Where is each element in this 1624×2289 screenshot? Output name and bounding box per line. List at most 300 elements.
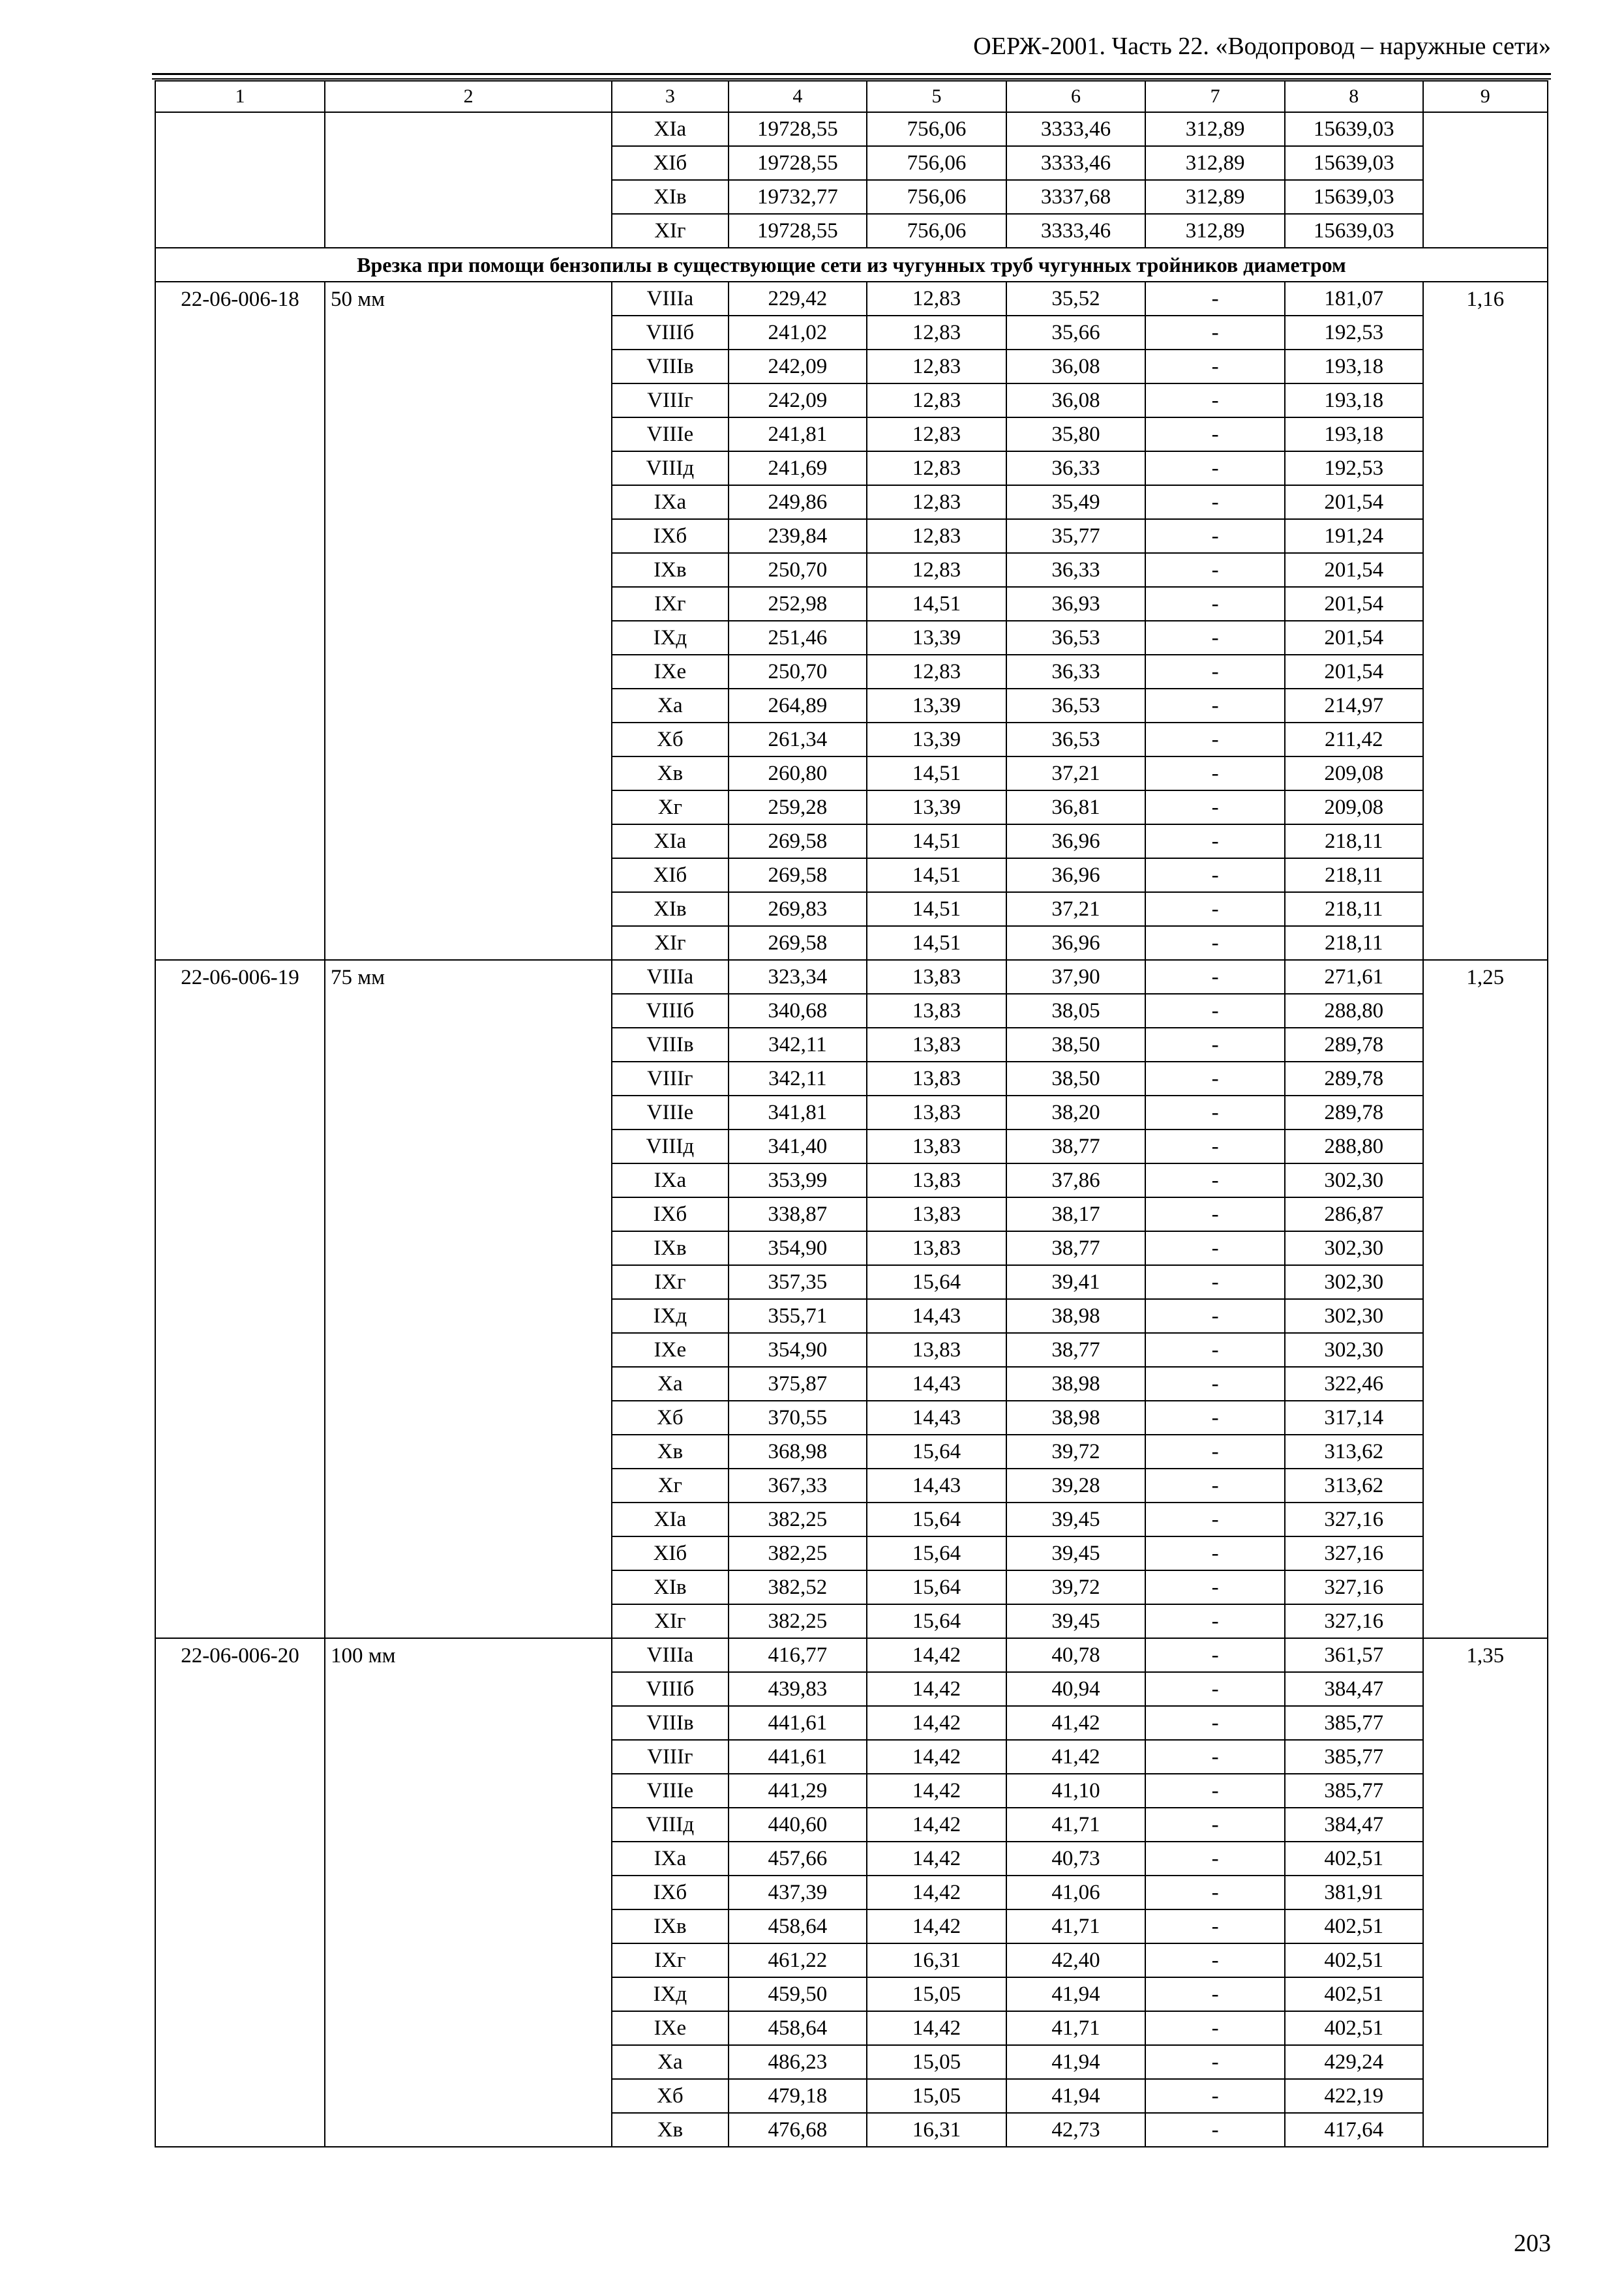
value-cell: VIIIг [612, 383, 728, 417]
coefficient: 1,25 [1423, 960, 1548, 1638]
value-cell: 201,54 [1285, 485, 1423, 519]
value-cell: 38,77 [1006, 1130, 1146, 1163]
value-cell: Xa [612, 1367, 728, 1401]
value-cell: 15,64 [867, 1570, 1006, 1604]
value-cell: 36,96 [1006, 824, 1146, 858]
value-cell: 35,77 [1006, 519, 1146, 553]
value-cell: 14,42 [867, 1638, 1006, 1672]
diameter-label: 50 мм [325, 282, 612, 960]
value-cell: 437,39 [729, 1876, 867, 1909]
value-cell: 14,43 [867, 1299, 1006, 1333]
value-cell: 37,86 [1006, 1163, 1146, 1197]
value-cell: 16,31 [867, 2113, 1006, 2147]
value-cell: Xa [612, 2045, 728, 2079]
value-cell: 13,83 [867, 1096, 1006, 1130]
value-cell: 38,50 [1006, 1028, 1146, 1062]
diameter-label: 75 мм [325, 960, 612, 1638]
value-cell: IXг [612, 1265, 728, 1299]
column-number-row [155, 81, 1548, 112]
value-cell: 323,34 [729, 960, 867, 994]
column-number-cell: 8 [1285, 81, 1423, 112]
value-cell: 313,62 [1285, 1469, 1423, 1503]
value-cell: - [1145, 960, 1285, 994]
value-cell: 41,71 [1006, 2011, 1146, 2045]
value-cell: IXв [612, 553, 728, 587]
value-cell: 322,46 [1285, 1367, 1423, 1401]
value-cell: 250,70 [729, 655, 867, 689]
value-cell: XIв [612, 180, 728, 214]
value-cell: 476,68 [729, 2113, 867, 2147]
column-number-cell: 5 [867, 81, 1006, 112]
value-cell: 201,54 [1285, 655, 1423, 689]
value-cell: 264,89 [729, 689, 867, 723]
value-cell: - [1145, 1163, 1285, 1197]
value-cell: 38,05 [1006, 994, 1146, 1028]
value-cell: - [1145, 350, 1285, 383]
value-cell: VIIIб [612, 1672, 728, 1706]
value-cell: VIIIб [612, 994, 728, 1028]
value-cell: 15639,03 [1285, 180, 1423, 214]
value-cell: IXa [612, 1842, 728, 1876]
value-cell: - [1145, 689, 1285, 723]
value-cell: 402,51 [1285, 1842, 1423, 1876]
value-cell: 259,28 [729, 790, 867, 824]
rate-code: 22-06-006-19 [155, 960, 325, 1638]
value-cell: 756,06 [867, 180, 1006, 214]
value-cell: 14,51 [867, 892, 1006, 926]
value-cell: 36,81 [1006, 790, 1146, 824]
value-cell: - [1145, 1265, 1285, 1299]
value-cell: 241,81 [729, 417, 867, 451]
value-cell: VIIIг [612, 1740, 728, 1774]
value-cell: 13,39 [867, 723, 1006, 756]
value-cell: - [1145, 2113, 1285, 2147]
coefficient: 1,35 [1423, 1638, 1548, 2147]
value-cell: 19732,77 [729, 180, 867, 214]
value-cell: - [1145, 1842, 1285, 1876]
value-cell: 15,64 [867, 1536, 1006, 1570]
value-cell: 37,21 [1006, 756, 1146, 790]
value-cell: 15639,03 [1285, 146, 1423, 180]
value-cell: 38,50 [1006, 1062, 1146, 1096]
value-cell: 402,51 [1285, 1977, 1423, 2011]
value-cell: - [1145, 994, 1285, 1028]
value-cell: 13,83 [867, 960, 1006, 994]
value-cell: - [1145, 1876, 1285, 1909]
value-cell: XIб [612, 1536, 728, 1570]
value-cell: 354,90 [729, 1333, 867, 1367]
value-cell: 289,78 [1285, 1028, 1423, 1062]
value-cell: 382,25 [729, 1536, 867, 1570]
value-cell: 36,53 [1006, 723, 1146, 756]
value-cell: - [1145, 1503, 1285, 1536]
value-cell: - [1145, 383, 1285, 417]
value-cell: 269,58 [729, 824, 867, 858]
value-cell: 36,33 [1006, 451, 1146, 485]
diameter-cell [325, 112, 612, 248]
value-cell: 16,31 [867, 1943, 1006, 1977]
value-cell: 3337,68 [1006, 180, 1146, 214]
value-cell: - [1145, 2079, 1285, 2113]
value-cell: 338,87 [729, 1197, 867, 1231]
rates-table [155, 80, 1548, 2147]
value-cell: XIб [612, 858, 728, 892]
value-cell: 317,14 [1285, 1401, 1423, 1435]
value-cell: 251,46 [729, 621, 867, 655]
value-cell: 36,33 [1006, 553, 1146, 587]
value-cell: 209,08 [1285, 790, 1423, 824]
section-heading: Врезка при помощи бензопилы в существующие сети из чугунных труб чугунных тройников диаметром [155, 248, 1548, 282]
value-cell: 13,83 [867, 1333, 1006, 1367]
value-cell: 36,93 [1006, 587, 1146, 621]
value-cell: 302,30 [1285, 1231, 1423, 1265]
value-cell: 41,71 [1006, 1909, 1146, 1943]
value-cell: Xв [612, 2113, 728, 2147]
value-cell: - [1145, 655, 1285, 689]
value-cell: 40,78 [1006, 1638, 1146, 1672]
rate-code: 22-06-006-18 [155, 282, 325, 960]
value-cell: IXг [612, 587, 728, 621]
value-cell: 14,42 [867, 1909, 1006, 1943]
value-cell: IXв [612, 1909, 728, 1943]
value-cell: IXe [612, 655, 728, 689]
value-cell: 35,52 [1006, 282, 1146, 316]
value-cell: 193,18 [1285, 350, 1423, 383]
value-cell: 41,94 [1006, 2079, 1146, 2113]
value-cell: 15,64 [867, 1435, 1006, 1469]
value-cell: - [1145, 553, 1285, 587]
value-cell: 19728,55 [729, 214, 867, 248]
value-cell: - [1145, 756, 1285, 790]
value-cell: - [1145, 1570, 1285, 1604]
value-cell: XIa [612, 112, 728, 146]
page-number: 203 [1514, 2230, 1551, 2257]
value-cell: 12,83 [867, 485, 1006, 519]
value-cell: - [1145, 1299, 1285, 1333]
value-cell: 327,16 [1285, 1570, 1423, 1604]
value-cell: 340,68 [729, 994, 867, 1028]
value-cell: 41,06 [1006, 1876, 1146, 1909]
value-cell: 12,83 [867, 451, 1006, 485]
value-cell: 417,64 [1285, 2113, 1423, 2147]
column-number-cell: 3 [612, 81, 728, 112]
value-cell: 14,42 [867, 2011, 1006, 2045]
value-cell: 261,34 [729, 723, 867, 756]
value-cell: 13,83 [867, 1231, 1006, 1265]
value-cell: 361,57 [1285, 1638, 1423, 1672]
value-cell: 14,42 [867, 1706, 1006, 1740]
value-cell: 14,42 [867, 1774, 1006, 1808]
value-cell: 13,83 [867, 1062, 1006, 1096]
value-cell: 312,89 [1145, 180, 1285, 214]
column-number-cell: 1 [155, 81, 325, 112]
value-cell: 218,11 [1285, 926, 1423, 960]
value-cell: 289,78 [1285, 1062, 1423, 1096]
value-cell: 14,42 [867, 1808, 1006, 1842]
value-cell: 40,94 [1006, 1672, 1146, 1706]
value-cell: IXд [612, 1977, 728, 2011]
value-cell: 342,11 [729, 1028, 867, 1062]
value-cell: 13,83 [867, 1028, 1006, 1062]
value-cell: 756,06 [867, 112, 1006, 146]
value-cell: VIIIв [612, 1706, 728, 1740]
value-cell: - [1145, 1367, 1285, 1401]
value-cell: 13,39 [867, 689, 1006, 723]
value-cell: VIIIe [612, 1096, 728, 1130]
value-cell: 242,09 [729, 383, 867, 417]
value-cell: - [1145, 2011, 1285, 2045]
value-cell: - [1145, 2045, 1285, 2079]
value-cell: - [1145, 858, 1285, 892]
value-cell: 38,98 [1006, 1401, 1146, 1435]
value-cell: 242,09 [729, 350, 867, 383]
value-cell: 249,86 [729, 485, 867, 519]
value-cell: - [1145, 485, 1285, 519]
value-cell: - [1145, 519, 1285, 553]
value-cell: XIг [612, 926, 728, 960]
value-cell: 42,40 [1006, 1943, 1146, 1977]
value-cell: 756,06 [867, 214, 1006, 248]
rate-code: 22-06-006-20 [155, 1638, 325, 2147]
value-cell: IXб [612, 519, 728, 553]
value-cell: 41,71 [1006, 1808, 1146, 1842]
value-cell: 302,30 [1285, 1333, 1423, 1367]
value-cell: 39,41 [1006, 1265, 1146, 1299]
value-cell: 36,96 [1006, 858, 1146, 892]
coefficient-cell [1423, 112, 1548, 248]
value-cell: 353,99 [729, 1163, 867, 1197]
value-cell: 42,73 [1006, 2113, 1146, 2147]
value-cell: 13,83 [867, 1197, 1006, 1231]
value-cell: - [1145, 790, 1285, 824]
value-cell: - [1145, 1977, 1285, 2011]
value-cell: Xг [612, 1469, 728, 1503]
value-cell: 201,54 [1285, 621, 1423, 655]
value-cell: - [1145, 926, 1285, 960]
value-cell: IXд [612, 1299, 728, 1333]
value-cell: 382,25 [729, 1604, 867, 1638]
value-cell: XIa [612, 1503, 728, 1536]
value-cell: 39,72 [1006, 1570, 1146, 1604]
value-cell: 38,77 [1006, 1333, 1146, 1367]
value-cell: 461,22 [729, 1943, 867, 1977]
value-cell: 286,87 [1285, 1197, 1423, 1231]
value-cell: IXг [612, 1943, 728, 1977]
value-cell: 271,61 [1285, 960, 1423, 994]
value-cell: 38,98 [1006, 1299, 1146, 1333]
value-cell: - [1145, 1774, 1285, 1808]
value-cell: - [1145, 1028, 1285, 1062]
value-cell: 15,05 [867, 2079, 1006, 2113]
value-cell: Xб [612, 1401, 728, 1435]
value-cell: 302,30 [1285, 1299, 1423, 1333]
value-cell: 14,42 [867, 1740, 1006, 1774]
value-cell: 756,06 [867, 146, 1006, 180]
value-cell: 458,64 [729, 1909, 867, 1943]
value-cell: 367,33 [729, 1469, 867, 1503]
value-cell: 35,66 [1006, 316, 1146, 350]
section-heading-row [155, 248, 1548, 282]
value-cell: 355,71 [729, 1299, 867, 1333]
value-cell: 40,73 [1006, 1842, 1146, 1876]
value-cell: 3333,46 [1006, 112, 1146, 146]
value-cell: 12,83 [867, 282, 1006, 316]
value-cell: 12,83 [867, 350, 1006, 383]
value-cell: 385,77 [1285, 1774, 1423, 1808]
header-rule-thick [152, 73, 1551, 75]
value-cell: 192,53 [1285, 316, 1423, 350]
rates-table-body [155, 81, 1548, 2147]
value-cell: 441,61 [729, 1706, 867, 1740]
value-cell: 341,40 [729, 1130, 867, 1163]
value-cell: Xa [612, 689, 728, 723]
value-cell: - [1145, 892, 1285, 926]
value-cell: 41,42 [1006, 1706, 1146, 1740]
value-cell: VIIIa [612, 1638, 728, 1672]
value-cell: 252,98 [729, 587, 867, 621]
value-cell: 41,42 [1006, 1740, 1146, 1774]
value-cell: 457,66 [729, 1842, 867, 1876]
value-cell: - [1145, 621, 1285, 655]
value-cell: VIIIд [612, 1808, 728, 1842]
value-cell: 12,83 [867, 383, 1006, 417]
value-cell: 12,83 [867, 655, 1006, 689]
value-cell: 486,23 [729, 2045, 867, 2079]
value-cell: 439,83 [729, 1672, 867, 1706]
table-row [155, 282, 1548, 316]
coefficient: 1,16 [1423, 282, 1548, 960]
value-cell: - [1145, 1943, 1285, 1977]
value-cell: 229,42 [729, 282, 867, 316]
value-cell: 14,42 [867, 1876, 1006, 1909]
value-cell: 402,51 [1285, 1943, 1423, 1977]
value-cell: XIб [612, 146, 728, 180]
column-number-cell: 4 [729, 81, 867, 112]
value-cell: 15639,03 [1285, 112, 1423, 146]
value-cell: 12,83 [867, 553, 1006, 587]
value-cell: IXб [612, 1197, 728, 1231]
value-cell: 269,58 [729, 858, 867, 892]
value-cell: 14,43 [867, 1401, 1006, 1435]
value-cell: 429,24 [1285, 2045, 1423, 2079]
value-cell: 15,64 [867, 1604, 1006, 1638]
value-cell: 15639,03 [1285, 214, 1423, 248]
value-cell: 12,83 [867, 519, 1006, 553]
value-cell: 459,50 [729, 1977, 867, 2011]
value-cell: - [1145, 1096, 1285, 1130]
value-cell: 15,05 [867, 1977, 1006, 2011]
value-cell: IXa [612, 1163, 728, 1197]
value-cell: 370,55 [729, 1401, 867, 1435]
value-cell: 181,07 [1285, 282, 1423, 316]
value-cell: 13,83 [867, 1130, 1006, 1163]
header-rule-thin [152, 78, 1551, 80]
value-cell: 35,80 [1006, 417, 1146, 451]
value-cell: 193,18 [1285, 383, 1423, 417]
page-header-title: ОЕРЖ-2001. Часть 22. «Водопровод – наружные сети» [973, 33, 1551, 60]
value-cell: 375,87 [729, 1367, 867, 1401]
value-cell: 39,45 [1006, 1536, 1146, 1570]
value-cell: 209,08 [1285, 756, 1423, 790]
value-cell: IXa [612, 485, 728, 519]
value-cell: 39,28 [1006, 1469, 1146, 1503]
value-cell: - [1145, 1062, 1285, 1096]
value-cell: 36,96 [1006, 926, 1146, 960]
value-cell: - [1145, 723, 1285, 756]
table-row [155, 960, 1548, 994]
value-cell: - [1145, 1808, 1285, 1842]
value-cell: - [1145, 316, 1285, 350]
value-cell: 37,90 [1006, 960, 1146, 994]
value-cell: VIIIв [612, 350, 728, 383]
value-cell: 14,42 [867, 1672, 1006, 1706]
value-cell: 239,84 [729, 519, 867, 553]
diameter-label: 100 мм [325, 1638, 612, 2147]
value-cell: - [1145, 1130, 1285, 1163]
value-cell: VIIIд [612, 451, 728, 485]
value-cell: 3333,46 [1006, 146, 1146, 180]
value-cell: 384,47 [1285, 1808, 1423, 1842]
value-cell: VIIIe [612, 417, 728, 451]
value-cell: 479,18 [729, 2079, 867, 2113]
value-cell: 15,64 [867, 1265, 1006, 1299]
value-cell: 14,43 [867, 1469, 1006, 1503]
value-cell: 15,64 [867, 1503, 1006, 1536]
value-cell: 342,11 [729, 1062, 867, 1096]
table-row [155, 112, 1548, 146]
value-cell: XIв [612, 1570, 728, 1604]
value-cell: 250,70 [729, 553, 867, 587]
value-cell: - [1145, 1740, 1285, 1774]
value-cell: 368,98 [729, 1435, 867, 1469]
value-cell: 385,77 [1285, 1740, 1423, 1774]
value-cell: 191,24 [1285, 519, 1423, 553]
value-cell: IXe [612, 2011, 728, 2045]
value-cell: - [1145, 1197, 1285, 1231]
value-cell: 269,83 [729, 892, 867, 926]
value-cell: 327,16 [1285, 1536, 1423, 1570]
value-cell: Xв [612, 756, 728, 790]
value-cell: 381,91 [1285, 1876, 1423, 1909]
value-cell: 39,45 [1006, 1604, 1146, 1638]
value-cell: 218,11 [1285, 892, 1423, 926]
value-cell: VIIIв [612, 1028, 728, 1062]
column-number-cell: 6 [1006, 81, 1146, 112]
value-cell: 192,53 [1285, 451, 1423, 485]
value-cell: VIIIe [612, 1774, 728, 1808]
value-cell: 36,08 [1006, 383, 1146, 417]
value-cell: 41,94 [1006, 2045, 1146, 2079]
value-cell: 38,17 [1006, 1197, 1146, 1231]
value-cell: XIв [612, 892, 728, 926]
value-cell: VIIIa [612, 960, 728, 994]
value-cell: 36,53 [1006, 621, 1146, 655]
value-cell: 312,89 [1145, 112, 1285, 146]
column-number-cell: 2 [325, 81, 612, 112]
value-cell: - [1145, 451, 1285, 485]
value-cell: 38,20 [1006, 1096, 1146, 1130]
value-cell: 39,45 [1006, 1503, 1146, 1536]
value-cell: 14,51 [867, 756, 1006, 790]
value-cell: - [1145, 1401, 1285, 1435]
value-cell: 440,60 [729, 1808, 867, 1842]
column-number-cell: 7 [1145, 81, 1285, 112]
value-cell: 41,94 [1006, 1977, 1146, 2011]
value-cell: IXд [612, 621, 728, 655]
value-cell: 384,47 [1285, 1672, 1423, 1706]
value-cell: - [1145, 1231, 1285, 1265]
value-cell: 211,42 [1285, 723, 1423, 756]
